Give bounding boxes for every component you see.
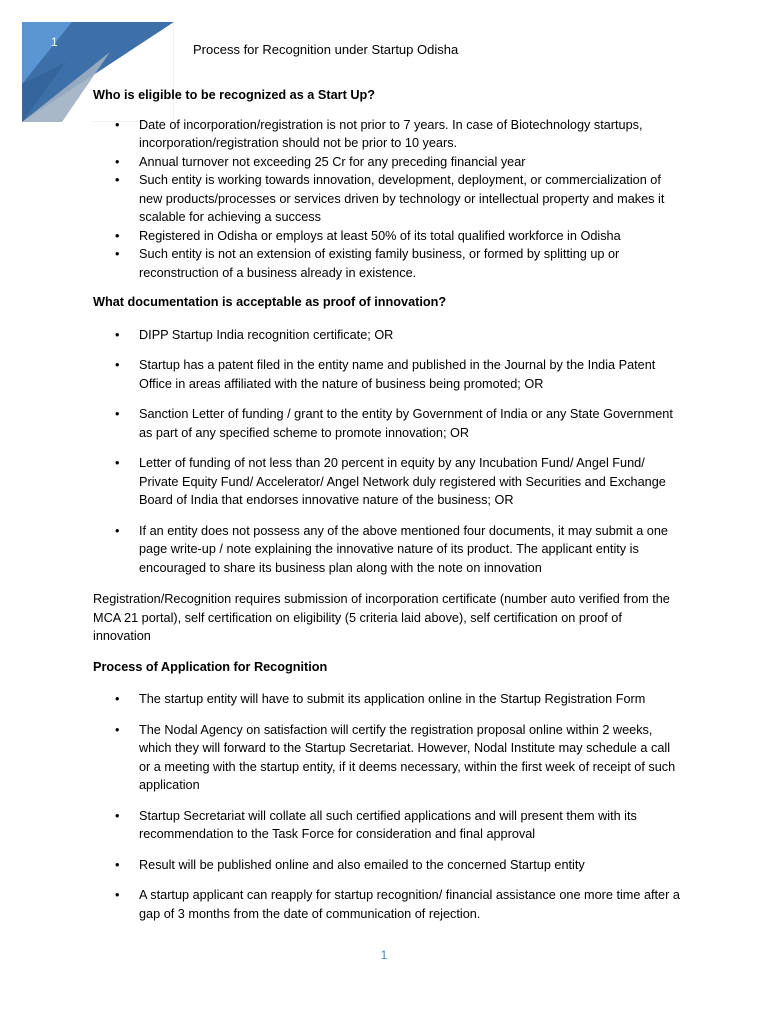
list-item: • A startup applicant can reapply for startup recognition/ financial assistance one more time after a gap of 3 months from the date of communication of rejection.: [93, 886, 683, 923]
process-list: [93, 690, 683, 923]
footer-page-number: 1: [380, 948, 388, 962]
header-page-badge: 1: [51, 35, 58, 49]
list-item: • Startup has a patent filed in the entity name and published in the Journal by the India Patent Office in areas affiliated with the nature of business being promoted; OR: [93, 356, 683, 393]
list-item: • Letter of funding of not less than 20 percent in equity by any Incubation Fund/ Angel Fund/ Private Equity Fund/ Accelerator/ Angel Network duly registered with Securities and Exchange Board of India that endorses innovative nature of the business; OR: [93, 454, 683, 510]
list-item: • Registered in Odisha or employs at least 50% of its total qualified workforce in Odisha: [93, 227, 683, 246]
page-header-title: Process for Recognition under Startup Odisha: [193, 42, 459, 57]
list-item: • The startup entity will have to submit its application online in the Startup Registration Form: [93, 690, 683, 709]
documentation-heading: What documentation is acceptable as proof of innovation?: [93, 295, 447, 309]
process-heading: Process of Application for Recognition: [93, 659, 328, 674]
list-item: • DIPP Startup India recognition certificate; OR: [93, 326, 683, 345]
documentation-list: [93, 326, 683, 578]
eligibility-heading: Who is eligible to be recognized as a Start Up?: [93, 88, 375, 102]
list-item: • Startup Secretariat will collate all such certified applications and will present them with its recommendation to the Task Force for consideration and final approval: [93, 807, 683, 844]
list-item: • Result will be published online and also emailed to the concerned Startup entity: [93, 856, 683, 875]
list-item: • The Nodal Agency on satisfaction will certify the registration proposal online within 2 weeks, which they will forward to the Startup Secretariat. However, Nodal Institute may schedule a call or a meeting with the startup entity, if it deems necessary, within the first week of receipt of such application: [93, 721, 683, 795]
list-item: • Date of incorporation/registration is not prior to 7 years. In case of Biotechnology startups, incorporation/registration should not be prior to 10 years.: [93, 116, 683, 153]
registration-paragraph: Registration/Recognition requires submission of incorporation certificate (number auto verified from the MCA 21 portal), self certification on eligibility (5 criteria laid above), self certification on proof of innovation: [93, 592, 670, 643]
eligibility-list: [93, 116, 683, 283]
list-item: • Sanction Letter of funding / grant to the entity by Government of India or any State Government as part of any specified scheme to promote innovation; OR: [93, 405, 683, 442]
document-body: [93, 86, 683, 936]
list-item: • Such entity is not an extension of existing family business, or formed by splitting up or reconstruction of a business already in existence.: [93, 245, 683, 282]
list-item: • Such entity is working towards innovation, development, deployment, or commercialization of new products/processes or services driven by technology or intellectual property and makes it scalable for achieving a success: [93, 171, 683, 227]
list-item: • Annual turnover not exceeding 25 Cr for any preceding financial year: [93, 153, 683, 172]
list-item: • If an entity does not possess any of the above mentioned four documents, it may submit a one page write-up / note explaining the innovative nature of its product. The applicant entity is encouraged to share its business plan along with the note on innovation: [93, 522, 683, 578]
